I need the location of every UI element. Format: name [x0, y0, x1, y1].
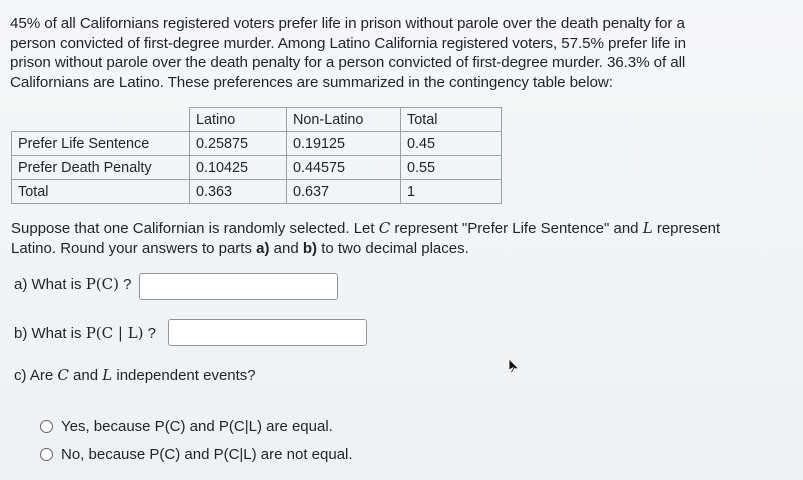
- question-b: [14, 324, 156, 342]
- question-a-expression: P(C): [85, 275, 119, 293]
- question-c-text: independent events?: [112, 367, 256, 384]
- table-cell: 0.55: [401, 156, 502, 180]
- intro-line-4: Californians are Latino. These preferences are summarized in the contingency table below:: [10, 73, 613, 91]
- intro-line-2: person convicted of first-degree murder. Among Latino California registered voters, 57.5% prefer life in: [10, 34, 686, 52]
- problem-intro: [10, 14, 770, 92]
- question-b-suffix: ?: [143, 325, 157, 342]
- intro-line-3: prison without parole over the death penalty for a person convicted of first-degree murder. 36.3% of all: [10, 54, 686, 72]
- radio-button[interactable]: [40, 420, 53, 433]
- question-c-text: and: [68, 367, 103, 384]
- table-cell: 0.10425: [190, 156, 287, 180]
- instructions-text: Latino. Round your answers to parts: [11, 239, 257, 257]
- answer-b-input[interactable]: [168, 319, 367, 346]
- question-a-text: a) What is: [14, 276, 86, 293]
- variable-l: L: [102, 366, 113, 384]
- answer-a-input[interactable]: [139, 273, 338, 300]
- mouse-cursor-icon: [507, 358, 521, 374]
- intro-line-1: 45% of all Californians registered voters prefer life in prison without parole over the death penalty for a: [10, 15, 685, 32]
- question-c: [14, 366, 256, 384]
- header-latino: Latino: [190, 108, 287, 132]
- instructions: [11, 219, 771, 258]
- table-cell: 1: [401, 180, 502, 204]
- instructions-text: to two decimal places.: [317, 239, 469, 257]
- question-b-expression: P(C | L): [85, 324, 144, 342]
- table-header-row: [12, 108, 502, 132]
- option-no[interactable]: [40, 446, 353, 463]
- option-yes[interactable]: [40, 418, 333, 435]
- table-cell: 0.637: [287, 180, 401, 204]
- instructions-text: represent "Prefer Life Sentence" and: [390, 220, 643, 237]
- instructions-text: represent: [652, 220, 721, 237]
- table-row: [12, 180, 502, 204]
- table-cell: 0.44575: [287, 156, 401, 180]
- instructions-text: Suppose that one Californian is randomly selected. Let: [11, 220, 379, 237]
- question-c-text: c) Are: [14, 367, 58, 384]
- table-cell: 0.25875: [190, 132, 287, 156]
- option-no-label: No, because P(C) and P(C|L) are not equal.: [61, 446, 353, 463]
- row-label-life: Prefer Life Sentence: [12, 132, 190, 156]
- table-row: [12, 156, 502, 180]
- radio-button[interactable]: [40, 448, 53, 461]
- contingency-table: [11, 107, 502, 204]
- question-a: [14, 275, 131, 293]
- header-non-latino: Non-Latino: [287, 108, 401, 132]
- table-cell: 0.363: [190, 180, 287, 204]
- option-yes-label: Yes, because P(C) and P(C|L) are equal.: [61, 418, 333, 435]
- instructions-text: and: [269, 239, 303, 257]
- bold-part-b: b): [302, 239, 318, 257]
- table-corner-cell: [12, 108, 190, 132]
- row-label-death: Prefer Death Penalty: [12, 156, 190, 180]
- variable-c: C: [378, 219, 391, 237]
- variable-c: C: [57, 366, 69, 384]
- variable-l: L: [642, 219, 653, 237]
- header-total: Total: [401, 108, 502, 132]
- row-label-total: Total: [12, 180, 190, 204]
- table-cell: 0.45: [401, 132, 502, 156]
- table-cell: 0.19125: [287, 132, 401, 156]
- bold-part-a: a): [256, 239, 270, 257]
- table-row: [12, 132, 502, 156]
- question-a-suffix: ?: [118, 276, 132, 293]
- question-b-text: b) What is: [14, 325, 86, 342]
